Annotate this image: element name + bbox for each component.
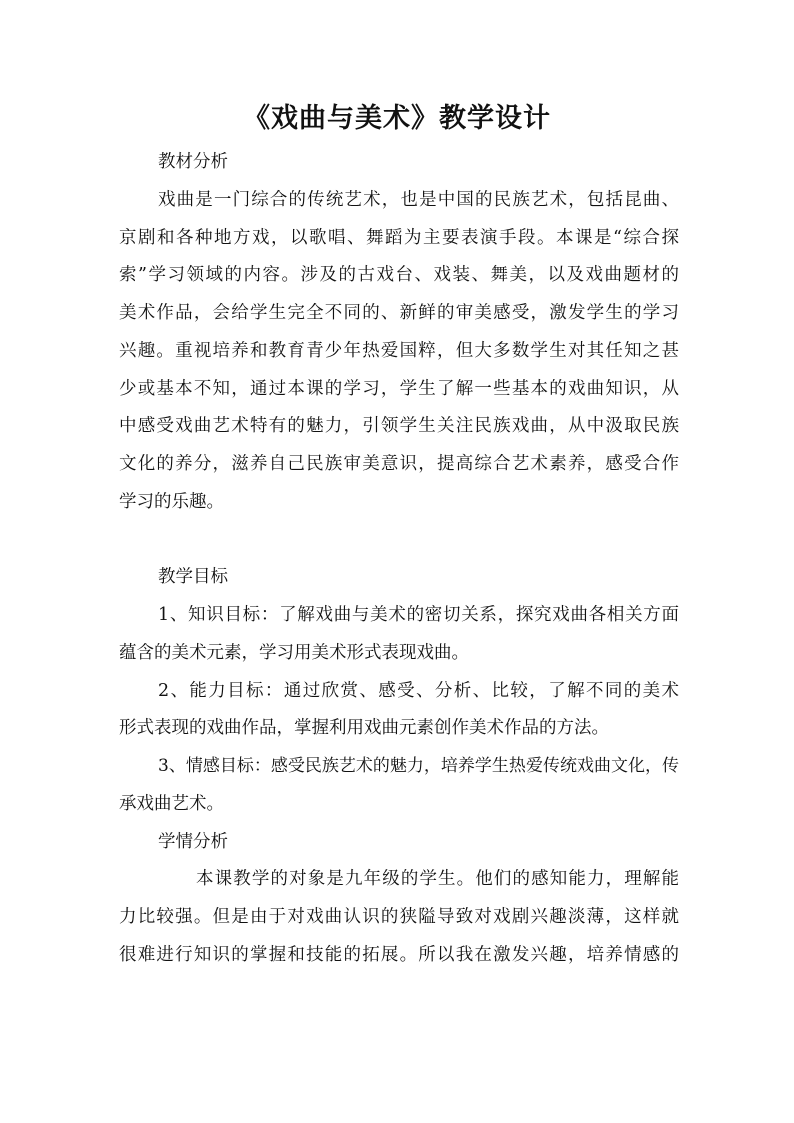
paragraph-line: 中感受戏曲艺术特有的魅力，引领学生关注民族戏曲，从中汲取民族 [119,416,679,436]
section-heading-materials: 教材分析 [158,152,228,172]
paragraph-line: 兴趣。重视培养和教育青少年热爱国粹，但大多数学生对其任知之甚 [119,341,679,361]
section-heading-goals: 教学目标 [158,567,228,587]
goal-emotion-line: 承戏曲艺术。 [119,794,224,814]
paragraph-line: 很难进行知识的掌握和技能的拓展。所以我在激发兴趣，培养情感的 [119,945,679,965]
paragraph-line: 文化的养分，滋养自己民族审美意识，提高综合艺术素养，感受合作 [119,454,679,474]
goal-ability-line: 形式表现的戏曲作品，掌握利用戏曲元素创作美术作品的方法。 [119,718,609,738]
document-title: 《戏曲与美术》教学设计 [243,103,551,134]
goal-emotion-line: 3、情感目标：感受民族艺术的魅力，培养学生热爱传统戏曲文化，传 [158,756,679,776]
paragraph-line: 戏曲是一门综合的传统艺术，也是中国的民族艺术，包括昆曲、 [158,190,679,210]
goal-knowledge-line: 1、知识目标：了解戏曲与美术的密切关系，探究戏曲各相关方面 [158,605,679,625]
paragraph-line: 本课教学的对象是九年级的学生。他们的感知能力，理解能 [196,869,679,889]
section-heading-students: 学情分析 [158,832,228,852]
paragraph-line: 美术作品，会给学生完全不同的、新鲜的审美感受，激发学生的学习 [119,303,679,323]
paragraph-line: 索”学习领域的内容。涉及的古戏台、戏装、舞美，以及戏曲题材的 [119,265,679,285]
paragraph-line: 力比较强。但是由于对戏曲认识的狭隘导致对戏剧兴趣淡薄，这样就 [119,907,679,927]
goal-knowledge-line: 蕴含的美术元素，学习用美术形式表现戏曲。 [119,643,469,663]
paragraph-line: 少或基本不知，通过本课的学习，学生了解一些基本的戏曲知识，从 [119,379,679,399]
paragraph-line: 京剧和各种地方戏，以歌唱、舞蹈为主要表演手段。本课是“综合探 [119,228,679,248]
goal-ability-line: 2、能力目标：通过欣赏、感受、分析、比较，了解不同的美术 [158,681,679,701]
paragraph-line: 学习的乐趣。 [119,492,224,512]
